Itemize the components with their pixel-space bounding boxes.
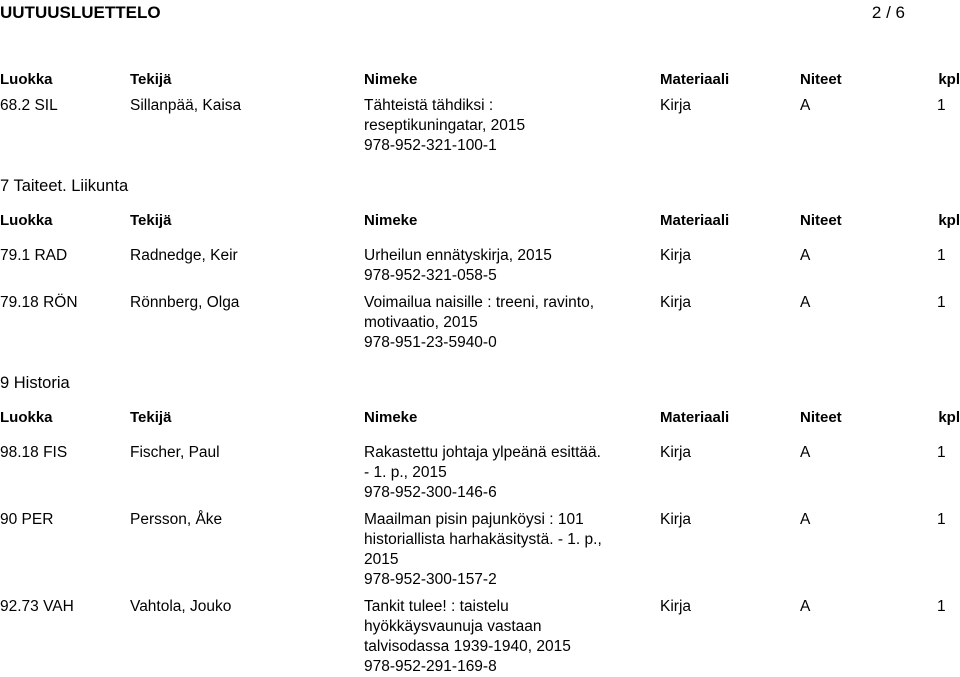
header-luokka: Luokka <box>0 71 53 88</box>
row-nimeke <box>364 510 644 590</box>
header-luokka: Luokka <box>0 212 53 229</box>
nimeke-line: Rakastettu johtaja ylpeänä esittää. <box>364 444 601 461</box>
row-tekija: Sillanpää, Kaisa <box>130 97 242 114</box>
nimeke-line: 2015 <box>364 551 399 568</box>
nimeke-line: Urheilun ennätyskirja, 2015 <box>364 247 552 264</box>
nimeke-line: hyökkäysvaunuja vastaan <box>364 618 542 635</box>
row-nimeke <box>364 246 644 286</box>
row-materiaali: Kirja <box>660 598 692 615</box>
header-niteet: Niteet <box>800 212 842 229</box>
header-niteet: Niteet <box>800 409 842 426</box>
row-materiaali: Kirja <box>660 511 692 528</box>
header-tekija: Tekijä <box>130 409 172 426</box>
page-number: 2 / 6 <box>871 3 905 22</box>
header-nimeke: Nimeke <box>364 409 418 426</box>
header-kpl: kpl <box>938 212 960 229</box>
header-nimeke: Nimeke <box>364 71 418 88</box>
row-materiaali: Kirja <box>660 294 692 311</box>
nimeke-line: 978-952-321-100-1 <box>364 137 497 154</box>
row-kpl: 1 <box>937 598 946 615</box>
row-niteet: A <box>800 444 811 461</box>
row-niteet: A <box>800 511 811 528</box>
nimeke-line: motivaatio, 2015 <box>364 314 478 331</box>
section-heading: 9 Historia <box>0 374 70 392</box>
row-materiaali: Kirja <box>660 97 692 114</box>
row-materiaali: Kirja <box>660 247 692 264</box>
row-tekija: Persson, Åke <box>130 511 223 528</box>
row-luokka: 79.1 RAD <box>0 247 68 264</box>
header-materiaali: Materiaali <box>660 212 730 229</box>
header-nimeke: Nimeke <box>364 212 418 229</box>
nimeke-line: Voimailua naisille : treeni, ravinto, <box>364 294 595 311</box>
header-kpl: kpl <box>938 409 960 426</box>
row-kpl: 1 <box>937 444 946 461</box>
section-heading: 7 Taiteet. Liikunta <box>0 177 129 195</box>
row-luokka: 98.18 FIS <box>0 444 68 461</box>
row-nimeke <box>364 443 644 503</box>
row-luokka: 79.18 RÖN <box>0 294 78 311</box>
nimeke-line: Maailman pisin pajunköysi : 101 <box>364 511 584 528</box>
row-materiaali: Kirja <box>660 444 692 461</box>
document-title: UUTUUSLUETTELO <box>0 3 161 22</box>
header-tekija: Tekijä <box>130 71 172 88</box>
nimeke-line: Tankit tulee! : taistelu <box>364 598 509 615</box>
header-luokka: Luokka <box>0 409 53 426</box>
header-kpl: kpl <box>938 71 960 88</box>
header-tekija: Tekijä <box>130 212 172 229</box>
header-materiaali: Materiaali <box>660 71 730 88</box>
row-kpl: 1 <box>937 511 946 528</box>
nimeke-line: talvisodassa 1939-1940, 2015 <box>364 638 571 655</box>
nimeke-line: reseptikuningatar, 2015 <box>364 117 526 134</box>
nimeke-line: 978-952-300-157-2 <box>364 571 497 588</box>
row-luokka: 90 PER <box>0 511 54 528</box>
row-tekija: Fischer, Paul <box>130 444 220 461</box>
row-tekija: Vahtola, Jouko <box>130 598 232 615</box>
row-kpl: 1 <box>937 294 946 311</box>
nimeke-line: 978-951-23-5940-0 <box>364 334 497 351</box>
row-kpl: 1 <box>937 247 946 264</box>
row-kpl: 1 <box>937 97 946 114</box>
row-niteet: A <box>800 247 811 264</box>
nimeke-line: - 1. p., 2015 <box>364 464 447 481</box>
nimeke-line: 978-952-300-146-6 <box>364 484 497 501</box>
row-niteet: A <box>800 97 811 114</box>
row-luokka: 92.73 VAH <box>0 598 74 615</box>
nimeke-line: historiallista harhakäsitystä. - 1. p., <box>364 531 602 548</box>
row-tekija: Rönnberg, Olga <box>130 294 240 311</box>
row-niteet: A <box>800 294 811 311</box>
row-nimeke <box>364 597 644 677</box>
row-nimeke <box>364 96 644 156</box>
row-tekija: Radnedge, Keir <box>130 247 238 264</box>
nimeke-line: 978-952-291-169-8 <box>364 658 497 675</box>
row-nimeke <box>364 293 644 353</box>
nimeke-line: Tähteistä tähdiksi : <box>364 97 494 114</box>
row-luokka: 68.2 SIL <box>0 97 58 114</box>
row-niteet: A <box>800 598 811 615</box>
nimeke-line: 978-952-321-058-5 <box>364 267 497 284</box>
header-niteet: Niteet <box>800 71 842 88</box>
header-materiaali: Materiaali <box>660 409 730 426</box>
